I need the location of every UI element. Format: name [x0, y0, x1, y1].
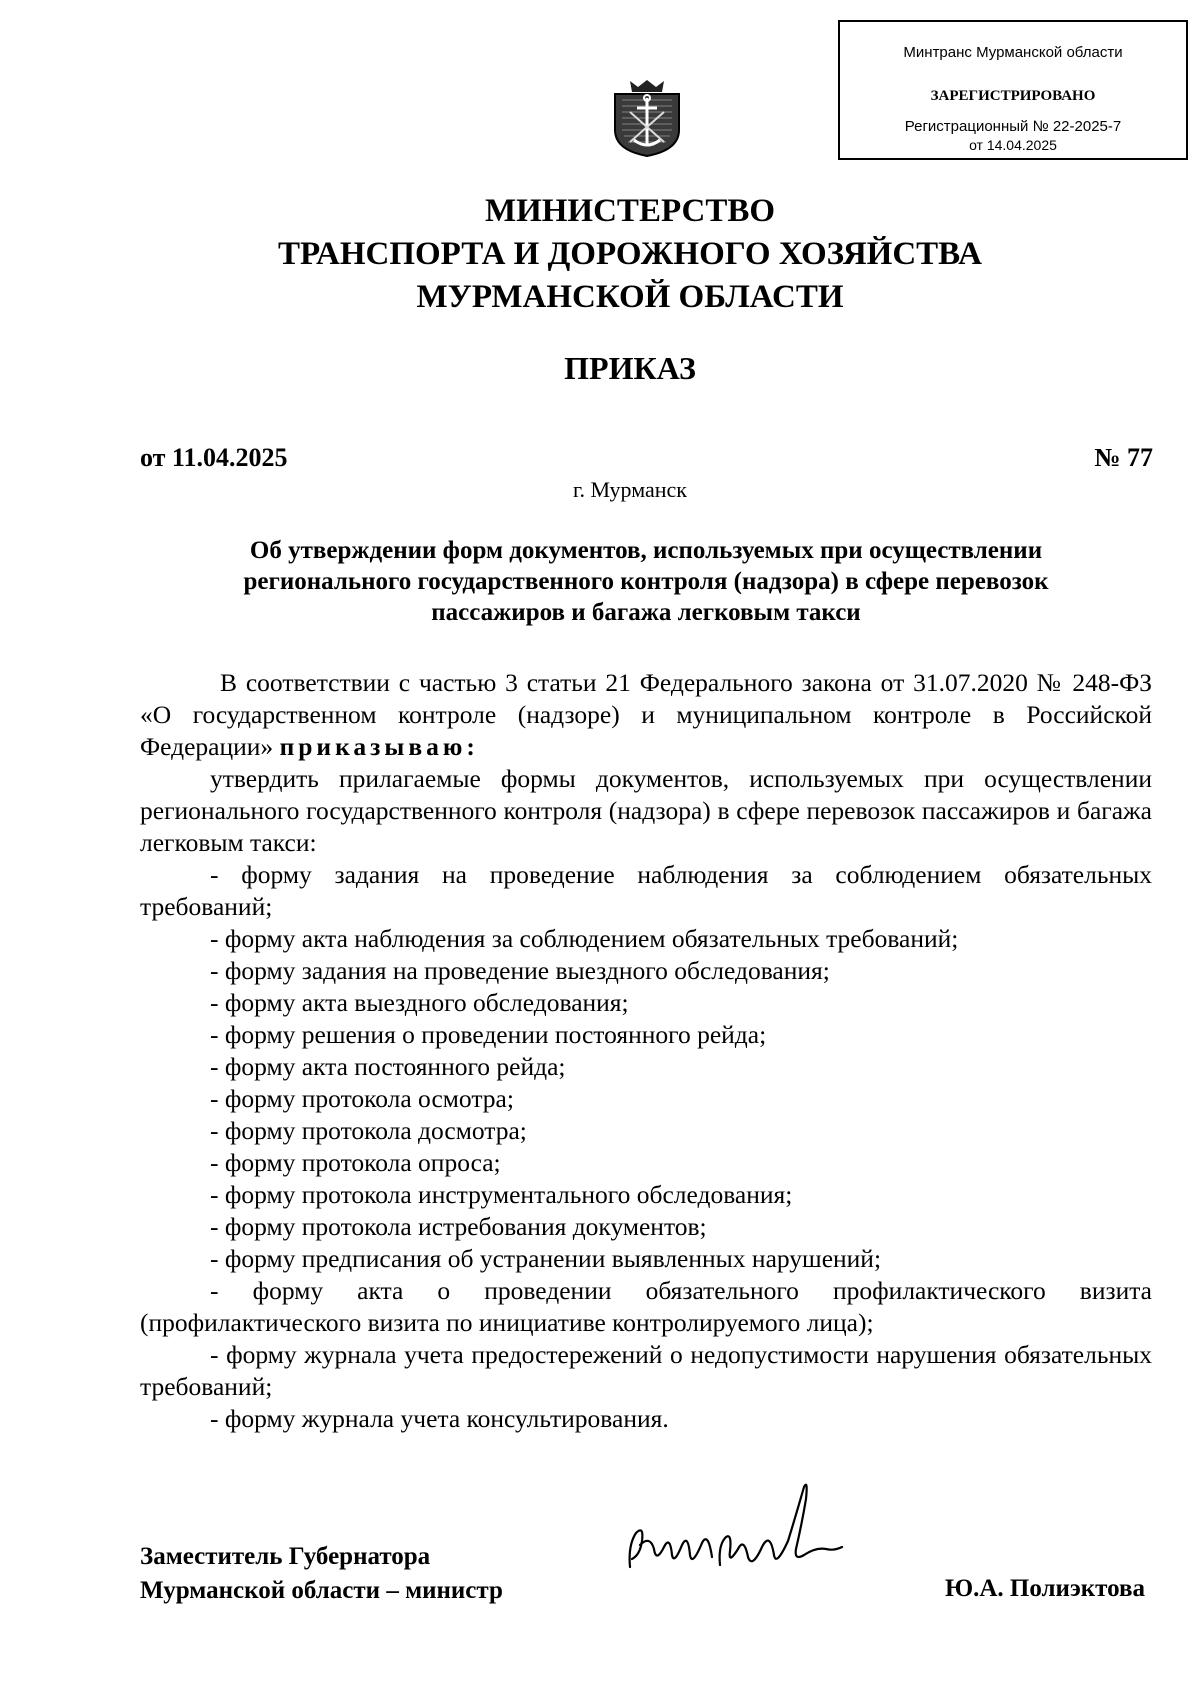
subject-line-2: регионального государственного контроля (надзора) в сфере перевозок: [243, 568, 1049, 595]
list-item: - форму протокола опроса;: [210, 1148, 501, 1177]
subject-line-3: пассажиров и багажа легковым такси: [431, 599, 861, 626]
list-item: - форму протокола инструментального обследования;: [210, 1180, 793, 1209]
coat-of-arms-icon: [612, 78, 682, 158]
order-word: приказываю:: [279, 732, 479, 761]
list-item: - форму протокола истребования документов;: [210, 1212, 707, 1241]
subject-line-1: Об утверждении форм документов, используемых при осуществлении: [249, 537, 1043, 564]
list-item: - форму акта постоянного рейда;: [210, 1052, 566, 1081]
list-item: - форму журнала учета предостережений о недопустимости нарушения обязательных требований;: [140, 1340, 1152, 1401]
signer-position-line-1: Заместитель Губернатора: [140, 1543, 431, 1570]
signer-position: [140, 1540, 503, 1608]
stamp-status: ЗАРЕГИСТРИРОВАНО: [930, 88, 1096, 104]
list-item: - форму решения о проведении постоянного рейда;: [210, 1020, 767, 1049]
stamp-organization: Минтранс Мурманской области: [903, 44, 1123, 61]
list-item: - форму предписания об устранении выявленных нарушений;: [210, 1244, 882, 1273]
order-body: [140, 667, 1152, 1435]
ministry-line-2: ТРАНСПОРТА И ДОРОЖНОГО ХОЗЯЙСТВА: [278, 236, 982, 272]
list-item: - форму акта выездного обследования;: [210, 988, 629, 1017]
list-item: - форму задания на проведение выездного обследования;: [210, 956, 830, 985]
registration-stamp: [838, 20, 1188, 160]
stamp-registration-number: Регистрационный № 22-2025-7: [904, 118, 1122, 135]
list-item: - форму протокола осмотра;: [210, 1084, 514, 1113]
list-item: - форму акта о проведении обязательного профилактического визита (профилактического визита по инициативе контролируемого лица);: [140, 1276, 1152, 1337]
handwritten-signature: [620, 1475, 860, 1585]
ministry-line-3: МУРМАНСКОЙ ОБЛАСТИ: [416, 279, 844, 315]
preamble-paragraph: [140, 667, 1152, 763]
list-item: - форму журнала учета консультирования.: [210, 1404, 669, 1433]
list-item: - форму задания на проведение наблюдения за соблюдением обязательных требований;: [140, 860, 1152, 921]
ministry-line-1: МИНИСТЕРСТВО: [484, 193, 776, 229]
preamble-text: В соответствии с частью 3 статьи 21 Федерального закона от 31.07.2020 № 248-ФЗ «О государственном контроле (надзоре) и муниципальном контроле в Российской Федерации»: [140, 668, 1152, 761]
list-item: - форму протокола досмотра;: [210, 1116, 527, 1145]
order-city: г. Мурманск: [573, 477, 687, 502]
ministry-name: [0, 190, 1200, 319]
order-date: от 11.04.2025: [140, 443, 288, 472]
stamp-registration-date: от 14.04.2025: [969, 137, 1057, 153]
order-number: № 77: [1094, 443, 1153, 472]
list-item: - форму акта наблюдения за соблюдением обязательных требований;: [210, 924, 959, 953]
order-subject: [140, 535, 1152, 628]
signer-position-line-2: Мурманской области – министр: [140, 1577, 503, 1604]
signer-name: Ю.А. Полиэктова: [944, 1575, 1145, 1602]
decision-paragraph: утвердить прилагаемые формы документов, используемых при осуществлении регионального государственного контроля (надзора) в сфере перевозок пассажиров и багажа легковым такси:: [140, 764, 1152, 857]
document-type-title: ПРИКАЗ: [564, 350, 696, 386]
